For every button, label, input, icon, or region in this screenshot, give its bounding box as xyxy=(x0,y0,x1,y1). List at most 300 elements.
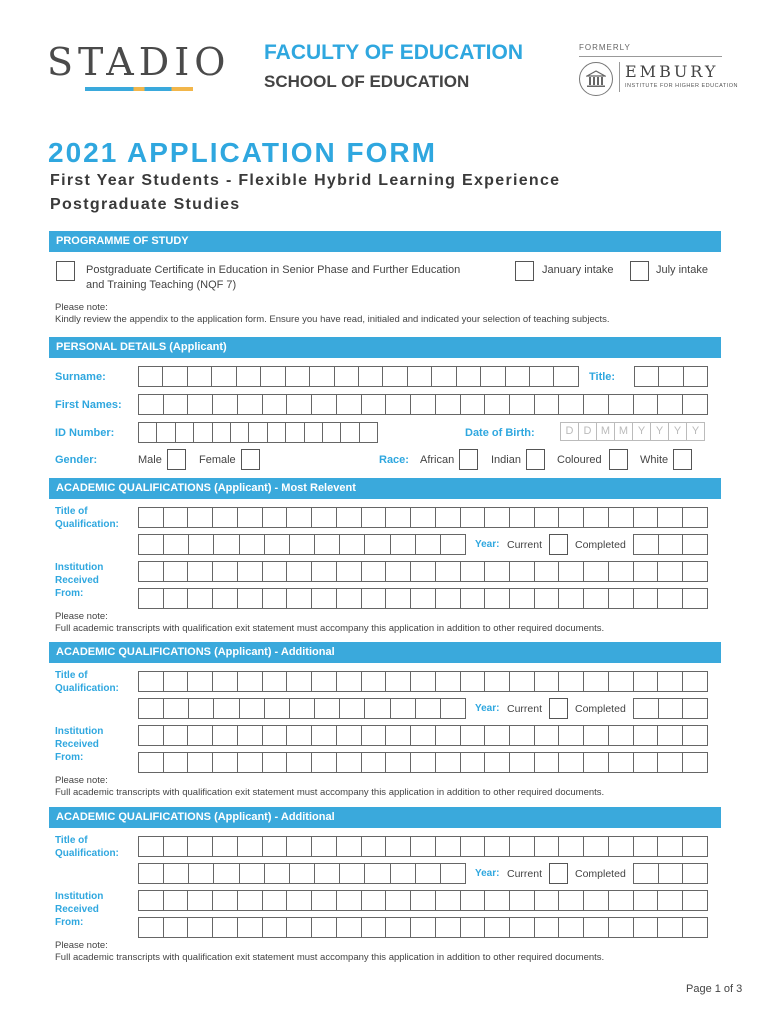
input-cell[interactable] xyxy=(164,864,189,883)
input-cell[interactable] xyxy=(461,918,486,937)
input-cell[interactable] xyxy=(188,726,213,745)
qualification-title-field[interactable] xyxy=(138,507,708,528)
input-cell[interactable] xyxy=(658,726,683,745)
input-cell[interactable] xyxy=(362,726,387,745)
input-cell[interactable] xyxy=(658,562,683,581)
input-cell[interactable] xyxy=(416,535,441,554)
input-cell[interactable] xyxy=(213,423,231,442)
current-checkbox[interactable] xyxy=(549,534,568,555)
dob-cell[interactable]: Y xyxy=(686,422,705,441)
input-cell[interactable] xyxy=(658,672,683,691)
input-cell[interactable] xyxy=(305,423,323,442)
input-cell[interactable] xyxy=(609,753,634,772)
input-cell[interactable] xyxy=(510,891,535,910)
input-cell[interactable] xyxy=(461,395,486,414)
input-cell[interactable] xyxy=(535,672,560,691)
input-cell[interactable] xyxy=(139,367,163,386)
input-cell[interactable] xyxy=(337,672,362,691)
input-cell[interactable] xyxy=(139,508,164,527)
input-cell[interactable] xyxy=(391,535,416,554)
input-cell[interactable] xyxy=(609,672,634,691)
input-cell[interactable] xyxy=(535,891,560,910)
input-cell[interactable] xyxy=(139,891,164,910)
input-cell[interactable] xyxy=(461,672,486,691)
input-cell[interactable] xyxy=(584,508,609,527)
input-cell[interactable] xyxy=(609,918,634,937)
input-cell[interactable] xyxy=(386,589,411,608)
input-cell[interactable] xyxy=(436,918,461,937)
input-cell[interactable] xyxy=(213,918,238,937)
input-cell[interactable] xyxy=(337,753,362,772)
qualification-title-field[interactable] xyxy=(138,671,708,692)
input-cell[interactable] xyxy=(139,395,164,414)
input-cell[interactable] xyxy=(411,918,436,937)
july-intake-checkbox[interactable] xyxy=(630,261,649,281)
input-cell[interactable] xyxy=(485,395,510,414)
institution-field[interactable] xyxy=(138,890,708,911)
input-cell[interactable] xyxy=(411,672,436,691)
dob-cell[interactable]: M xyxy=(596,422,615,441)
input-cell[interactable] xyxy=(240,535,265,554)
input-cell[interactable] xyxy=(164,395,189,414)
input-cell[interactable] xyxy=(584,672,609,691)
input-cell[interactable] xyxy=(411,562,436,581)
input-cell[interactable] xyxy=(535,918,560,937)
input-cell[interactable] xyxy=(164,589,189,608)
input-cell[interactable] xyxy=(432,367,456,386)
input-cell[interactable] xyxy=(485,726,510,745)
input-cell[interactable] xyxy=(658,395,683,414)
input-cell[interactable] xyxy=(559,562,584,581)
input-cell[interactable] xyxy=(337,562,362,581)
input-cell[interactable] xyxy=(683,864,708,883)
input-cell[interactable] xyxy=(312,891,337,910)
input-cell[interactable] xyxy=(335,367,359,386)
input-cell[interactable] xyxy=(337,837,362,856)
input-cell[interactable] xyxy=(188,589,213,608)
dob-cell[interactable]: M xyxy=(614,422,633,441)
input-cell[interactable] xyxy=(386,562,411,581)
input-cell[interactable] xyxy=(634,672,659,691)
white-checkbox[interactable] xyxy=(673,449,692,470)
input-cell[interactable] xyxy=(340,535,365,554)
input-cell[interactable] xyxy=(263,837,288,856)
input-cell[interactable] xyxy=(461,508,486,527)
input-cell[interactable] xyxy=(510,395,535,414)
input-cell[interactable] xyxy=(312,562,337,581)
input-cell[interactable] xyxy=(231,423,249,442)
input-cell[interactable] xyxy=(238,395,263,414)
input-cell[interactable] xyxy=(634,699,659,718)
input-cell[interactable] xyxy=(559,753,584,772)
input-cell[interactable] xyxy=(287,508,312,527)
input-cell[interactable] xyxy=(268,423,286,442)
input-cell[interactable] xyxy=(362,918,387,937)
input-cell[interactable] xyxy=(312,837,337,856)
input-cell[interactable] xyxy=(416,699,441,718)
input-cell[interactable] xyxy=(535,589,560,608)
input-cell[interactable] xyxy=(386,837,411,856)
input-cell[interactable] xyxy=(535,837,560,856)
dob-field[interactable] xyxy=(560,422,704,441)
male-checkbox[interactable] xyxy=(167,449,186,470)
input-cell[interactable] xyxy=(559,891,584,910)
input-cell[interactable] xyxy=(609,589,634,608)
first-names-field[interactable] xyxy=(138,394,708,415)
input-cell[interactable] xyxy=(485,891,510,910)
input-cell[interactable] xyxy=(214,699,239,718)
input-cell[interactable] xyxy=(411,726,436,745)
input-cell[interactable] xyxy=(535,562,560,581)
input-cell[interactable] xyxy=(485,672,510,691)
african-checkbox[interactable] xyxy=(459,449,478,470)
input-cell[interactable] xyxy=(213,837,238,856)
input-cell[interactable] xyxy=(510,837,535,856)
input-cell[interactable] xyxy=(485,589,510,608)
input-cell[interactable] xyxy=(312,753,337,772)
input-cell[interactable] xyxy=(584,562,609,581)
input-cell[interactable] xyxy=(609,508,634,527)
programme-checkbox[interactable] xyxy=(56,261,75,281)
input-cell[interactable] xyxy=(287,395,312,414)
input-cell[interactable] xyxy=(238,837,263,856)
input-cell[interactable] xyxy=(337,508,362,527)
input-cell[interactable] xyxy=(559,918,584,937)
input-cell[interactable] xyxy=(188,367,212,386)
input-cell[interactable] xyxy=(634,535,659,554)
input-cell[interactable] xyxy=(634,508,659,527)
input-cell[interactable] xyxy=(683,535,708,554)
input-cell[interactable] xyxy=(238,918,263,937)
input-cell[interactable] xyxy=(240,699,265,718)
input-cell[interactable] xyxy=(634,891,659,910)
input-cell[interactable] xyxy=(238,753,263,772)
dob-cell[interactable]: D xyxy=(560,422,579,441)
input-cell[interactable] xyxy=(535,726,560,745)
input-cell[interactable] xyxy=(634,395,659,414)
input-cell[interactable] xyxy=(510,562,535,581)
input-cell[interactable] xyxy=(510,918,535,937)
input-cell[interactable] xyxy=(139,699,164,718)
input-cell[interactable] xyxy=(164,699,189,718)
input-cell[interactable] xyxy=(584,726,609,745)
input-cell[interactable] xyxy=(683,589,708,608)
input-cell[interactable] xyxy=(461,726,486,745)
input-cell[interactable] xyxy=(287,589,312,608)
input-cell[interactable] xyxy=(391,699,416,718)
input-cell[interactable] xyxy=(634,918,659,937)
input-cell[interactable] xyxy=(584,891,609,910)
input-cell[interactable] xyxy=(634,864,659,883)
input-cell[interactable] xyxy=(441,864,466,883)
input-cell[interactable] xyxy=(337,395,362,414)
institution-field-2[interactable] xyxy=(138,752,708,773)
input-cell[interactable] xyxy=(436,508,461,527)
dob-cell[interactable]: Y xyxy=(668,422,687,441)
input-cell[interactable] xyxy=(157,423,175,442)
input-cell[interactable] xyxy=(365,864,390,883)
input-cell[interactable] xyxy=(609,726,634,745)
input-cell[interactable] xyxy=(441,699,466,718)
input-cell[interactable] xyxy=(238,672,263,691)
input-cell[interactable] xyxy=(341,423,359,442)
input-cell[interactable] xyxy=(386,918,411,937)
input-cell[interactable] xyxy=(287,726,312,745)
input-cell[interactable] xyxy=(411,837,436,856)
input-cell[interactable] xyxy=(683,726,708,745)
input-cell[interactable] xyxy=(286,367,310,386)
input-cell[interactable] xyxy=(139,589,164,608)
input-cell[interactable] xyxy=(263,589,288,608)
input-cell[interactable] xyxy=(461,891,486,910)
input-cell[interactable] xyxy=(635,367,659,386)
input-cell[interactable] xyxy=(337,589,362,608)
input-cell[interactable] xyxy=(188,562,213,581)
input-cell[interactable] xyxy=(386,672,411,691)
input-cell[interactable] xyxy=(263,508,288,527)
input-cell[interactable] xyxy=(189,864,214,883)
input-cell[interactable] xyxy=(139,726,164,745)
input-cell[interactable] xyxy=(461,837,486,856)
input-cell[interactable] xyxy=(139,837,164,856)
female-checkbox[interactable] xyxy=(241,449,260,470)
input-cell[interactable] xyxy=(609,837,634,856)
input-cell[interactable] xyxy=(340,699,365,718)
input-cell[interactable] xyxy=(634,837,659,856)
input-cell[interactable] xyxy=(659,367,683,386)
input-cell[interactable] xyxy=(408,367,432,386)
input-cell[interactable] xyxy=(386,753,411,772)
input-cell[interactable] xyxy=(287,891,312,910)
title-field[interactable] xyxy=(634,366,708,387)
input-cell[interactable] xyxy=(436,589,461,608)
input-cell[interactable] xyxy=(559,589,584,608)
input-cell[interactable] xyxy=(213,589,238,608)
input-cell[interactable] xyxy=(506,367,530,386)
input-cell[interactable] xyxy=(362,753,387,772)
input-cell[interactable] xyxy=(164,535,189,554)
input-cell[interactable] xyxy=(411,395,436,414)
input-cell[interactable] xyxy=(485,508,510,527)
input-cell[interactable] xyxy=(461,589,486,608)
input-cell[interactable] xyxy=(559,508,584,527)
input-cell[interactable] xyxy=(386,891,411,910)
institution-field-2[interactable] xyxy=(138,917,708,938)
input-cell[interactable] xyxy=(249,423,267,442)
input-cell[interactable] xyxy=(436,672,461,691)
input-cell[interactable] xyxy=(411,753,436,772)
input-cell[interactable] xyxy=(164,508,189,527)
input-cell[interactable] xyxy=(315,535,340,554)
input-cell[interactable] xyxy=(212,367,236,386)
input-cell[interactable] xyxy=(263,395,288,414)
input-cell[interactable] xyxy=(658,753,683,772)
dob-cell[interactable]: Y xyxy=(632,422,651,441)
input-cell[interactable] xyxy=(510,508,535,527)
input-cell[interactable] xyxy=(584,395,609,414)
input-cell[interactable] xyxy=(337,891,362,910)
input-cell[interactable] xyxy=(436,562,461,581)
input-cell[interactable] xyxy=(530,367,554,386)
input-cell[interactable] xyxy=(139,672,164,691)
input-cell[interactable] xyxy=(265,535,290,554)
input-cell[interactable] xyxy=(290,699,315,718)
input-cell[interactable] xyxy=(238,891,263,910)
input-cell[interactable] xyxy=(238,508,263,527)
input-cell[interactable] xyxy=(263,726,288,745)
input-cell[interactable] xyxy=(290,864,315,883)
input-cell[interactable] xyxy=(659,864,684,883)
input-cell[interactable] xyxy=(213,562,238,581)
input-cell[interactable] xyxy=(263,918,288,937)
input-cell[interactable] xyxy=(360,423,378,442)
input-cell[interactable] xyxy=(510,726,535,745)
input-cell[interactable] xyxy=(164,918,189,937)
input-cell[interactable] xyxy=(411,508,436,527)
input-cell[interactable] xyxy=(485,753,510,772)
input-cell[interactable] xyxy=(559,672,584,691)
input-cell[interactable] xyxy=(485,562,510,581)
institution-field-2[interactable] xyxy=(138,588,708,609)
dob-cell[interactable]: Y xyxy=(650,422,669,441)
input-cell[interactable] xyxy=(263,672,288,691)
year-field[interactable] xyxy=(633,534,708,555)
input-cell[interactable] xyxy=(658,891,683,910)
input-cell[interactable] xyxy=(658,918,683,937)
input-cell[interactable] xyxy=(383,367,407,386)
input-cell[interactable] xyxy=(535,753,560,772)
year-field[interactable] xyxy=(633,863,708,884)
input-cell[interactable] xyxy=(237,367,261,386)
input-cell[interactable] xyxy=(312,589,337,608)
input-cell[interactable] xyxy=(286,423,304,442)
input-cell[interactable] xyxy=(238,589,263,608)
input-cell[interactable] xyxy=(315,864,340,883)
input-cell[interactable] xyxy=(436,753,461,772)
input-cell[interactable] xyxy=(188,837,213,856)
input-cell[interactable] xyxy=(584,837,609,856)
institution-field[interactable] xyxy=(138,561,708,582)
year-field[interactable] xyxy=(633,698,708,719)
qualification-title-field[interactable] xyxy=(138,836,708,857)
input-cell[interactable] xyxy=(510,589,535,608)
input-cell[interactable] xyxy=(584,918,609,937)
input-cell[interactable] xyxy=(683,837,708,856)
input-cell[interactable] xyxy=(188,891,213,910)
input-cell[interactable] xyxy=(481,367,505,386)
qualification-title-field-2[interactable] xyxy=(138,698,466,719)
input-cell[interactable] xyxy=(188,395,213,414)
input-cell[interactable] xyxy=(164,562,189,581)
indian-checkbox[interactable] xyxy=(526,449,545,470)
input-cell[interactable] xyxy=(659,535,684,554)
qualification-title-field-2[interactable] xyxy=(138,863,466,884)
qualification-title-field-2[interactable] xyxy=(138,534,466,555)
current-checkbox[interactable] xyxy=(549,863,568,884)
input-cell[interactable] xyxy=(213,508,238,527)
input-cell[interactable] xyxy=(164,672,189,691)
input-cell[interactable] xyxy=(290,535,315,554)
input-cell[interactable] xyxy=(386,508,411,527)
input-cell[interactable] xyxy=(436,726,461,745)
input-cell[interactable] xyxy=(139,535,164,554)
input-cell[interactable] xyxy=(510,753,535,772)
id-number-field[interactable] xyxy=(138,422,378,443)
input-cell[interactable] xyxy=(213,891,238,910)
input-cell[interactable] xyxy=(139,918,164,937)
input-cell[interactable] xyxy=(634,562,659,581)
input-cell[interactable] xyxy=(323,423,341,442)
input-cell[interactable] xyxy=(634,753,659,772)
input-cell[interactable] xyxy=(188,672,213,691)
input-cell[interactable] xyxy=(213,726,238,745)
input-cell[interactable] xyxy=(312,918,337,937)
input-cell[interactable] xyxy=(312,508,337,527)
input-cell[interactable] xyxy=(287,837,312,856)
input-cell[interactable] xyxy=(683,395,708,414)
current-checkbox[interactable] xyxy=(549,698,568,719)
input-cell[interactable] xyxy=(287,753,312,772)
input-cell[interactable] xyxy=(213,672,238,691)
input-cell[interactable] xyxy=(485,918,510,937)
input-cell[interactable] xyxy=(457,367,481,386)
january-intake-checkbox[interactable] xyxy=(515,261,534,281)
input-cell[interactable] xyxy=(164,753,189,772)
input-cell[interactable] xyxy=(263,753,288,772)
input-cell[interactable] xyxy=(213,395,238,414)
input-cell[interactable] xyxy=(584,589,609,608)
input-cell[interactable] xyxy=(312,726,337,745)
input-cell[interactable] xyxy=(510,672,535,691)
input-cell[interactable] xyxy=(188,508,213,527)
input-cell[interactable] xyxy=(391,864,416,883)
input-cell[interactable] xyxy=(163,367,187,386)
input-cell[interactable] xyxy=(362,562,387,581)
input-cell[interactable] xyxy=(659,699,684,718)
dob-cell[interactable]: D xyxy=(578,422,597,441)
input-cell[interactable] xyxy=(658,508,683,527)
input-cell[interactable] xyxy=(559,395,584,414)
input-cell[interactable] xyxy=(461,753,486,772)
institution-field[interactable] xyxy=(138,725,708,746)
input-cell[interactable] xyxy=(584,753,609,772)
input-cell[interactable] xyxy=(411,589,436,608)
input-cell[interactable] xyxy=(263,562,288,581)
input-cell[interactable] xyxy=(189,535,214,554)
input-cell[interactable] xyxy=(240,864,265,883)
input-cell[interactable] xyxy=(365,535,390,554)
input-cell[interactable] xyxy=(684,367,708,386)
input-cell[interactable] xyxy=(265,864,290,883)
input-cell[interactable] xyxy=(312,395,337,414)
input-cell[interactable] xyxy=(189,699,214,718)
input-cell[interactable] xyxy=(287,672,312,691)
input-cell[interactable] xyxy=(164,891,189,910)
input-cell[interactable] xyxy=(340,864,365,883)
input-cell[interactable] xyxy=(436,837,461,856)
input-cell[interactable] xyxy=(359,367,383,386)
input-cell[interactable] xyxy=(312,672,337,691)
input-cell[interactable] xyxy=(265,699,290,718)
input-cell[interactable] xyxy=(683,508,708,527)
input-cell[interactable] xyxy=(535,395,560,414)
input-cell[interactable] xyxy=(461,562,486,581)
input-cell[interactable] xyxy=(194,423,212,442)
input-cell[interactable] xyxy=(683,891,708,910)
input-cell[interactable] xyxy=(559,837,584,856)
input-cell[interactable] xyxy=(238,726,263,745)
input-cell[interactable] xyxy=(634,726,659,745)
